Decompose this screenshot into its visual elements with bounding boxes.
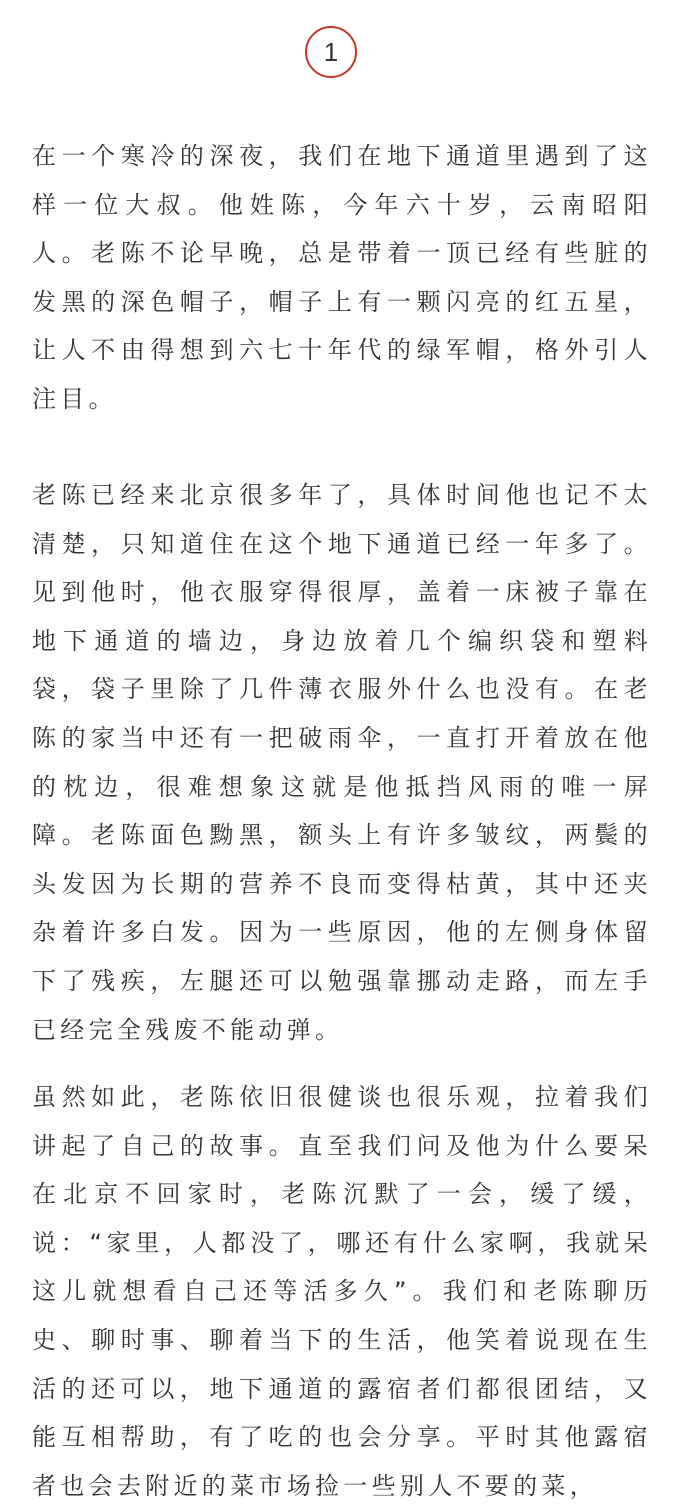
article-paragraph-2: 老陈已经来北京很多年了，具体时间他也记不太清楚，只知道住在这个地下通道已经一年多了。见到他时，他衣服穿得很厚，盖着一床被子靠在地下通道的墙边，身边放着几个编织袋和塑料袋，袋子里除了几件薄衣服外什么也没有。在老陈的家当中还有一把破雨伞，一直打开着放在他的枕边，很难想象这就是他抵挡风雨的唯一屏障。老陈面色黝黑，额头上有许多皱纹，两鬓的头发因为长期的营养不良而变得枯黄，其中还夹杂着许多白发。因为一些原因，他的左侧身体留下了残疾，左腿还可以勉强靠挪动走路，而左手已经完全残废不能动弹。 [32,481,652,1044]
article-paragraph-3: 虽然如此，老陈依旧很健谈也很乐观，拉着我们讲起了自己的故事。直至我们问及他为什么要呆在北京不回家时，老陈沉默了一会，缓了缓，说：“家里，人都没了，哪还有什么家啊，我就呆这儿就想看自己还等活多久”。我们和老陈聊历史、聊时事、聊着当下的生活，他笑着说现在生活的还可以，地下通道的露宿者们都很团结，又能互相帮助，有了吃的也会分享。平时其他露宿者也会去附近的菜市场捡一些别人不要的菜， [32,1083,652,1500]
section-number-badge: 1 [305,26,357,78]
article-paragraph-1: 在一个寒冷的深夜，我们在地下通道里遇到了这样一位大叔。他姓陈，今年六十岁，云南昭阳人。老陈不论早晚，总是带着一顶已经有些脏的发黑的深色帽子，帽子上有一颗闪亮的红五星，让人不由得想到六七十年代的绿军帽，格外引人注目。 [32,142,652,413]
